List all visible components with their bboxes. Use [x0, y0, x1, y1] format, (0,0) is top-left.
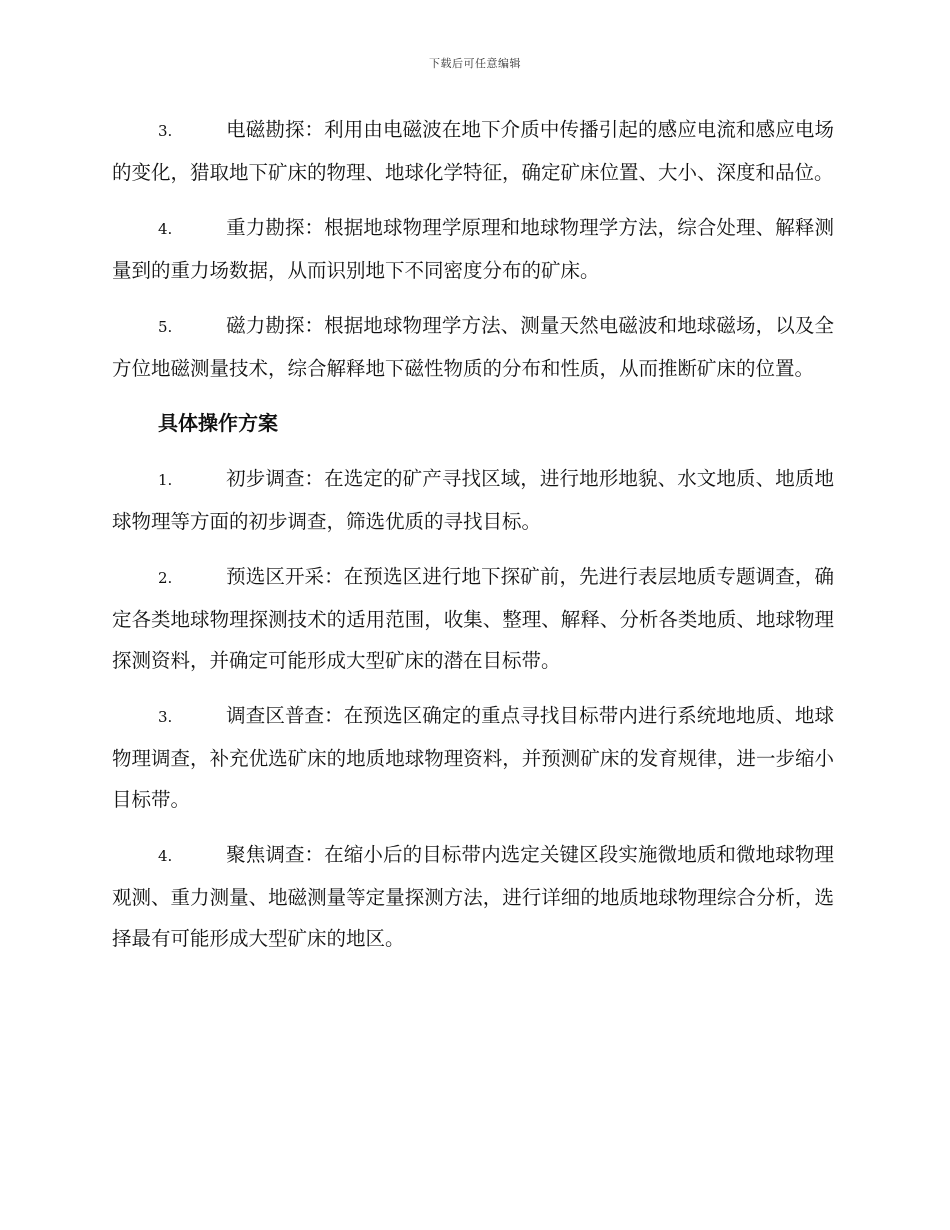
list-item	[112, 207, 834, 291]
list-number: 1.	[158, 471, 173, 489]
list-number: 3.	[158, 708, 173, 726]
list-text: 预选区开采：在预选区进行地下探矿前，先进行表层地质专题调查，确定各类地球物理探测技术的适用范围，收集、整理、解释、分析各类地质、地球物理探测资料，并确定可能形成大型矿床的潜在目标带。	[112, 565, 834, 672]
page-header: 下载后可任意编辑	[429, 57, 521, 70]
list-number: 3.	[158, 122, 173, 140]
list-text: 电磁勘探：利用由电磁波在地下介质中传播引起的感应电流和感应电场的变化，猎取地下矿床的物理、地球化学特征，确定矿床位置、大小、深度和品位。	[112, 118, 834, 184]
list-item	[112, 109, 834, 193]
list-number: 4.	[158, 847, 173, 865]
list-number: 4.	[158, 220, 173, 238]
list-item	[112, 458, 834, 542]
list-item	[112, 556, 834, 681]
list-item	[112, 834, 834, 959]
list-text: 初步调查：在选定的矿产寻找区域，进行地形地貌、水文地质、地质地球物理等方面的初步调查，筛选优质的寻找目标。	[112, 467, 834, 533]
list-item	[112, 305, 834, 389]
list-number: 5.	[158, 318, 173, 336]
section-heading: 具体操作方案	[158, 411, 278, 435]
list-item	[112, 695, 834, 820]
list-text: 重力勘探：根据地球物理学原理和地球物理学方法，综合处理、解释测量到的重力场数据，从而识别地下不同密度分布的矿床。	[112, 216, 834, 282]
list-text: 调查区普查：在预选区确定的重点寻找目标带内进行系统地地质、地球物理调查，补充优选矿床的地质地球物理资料，并预测矿床的发育规律，进一步缩小目标带。	[112, 704, 834, 811]
document-body	[112, 109, 834, 973]
list-text: 磁力勘探：根据地球物理学方法、测量天然电磁波和地球磁场，以及全方位地磁测量技术，综合解释地下磁性物质的分布和性质，从而推断矿床的位置。	[112, 314, 834, 380]
list-text: 聚焦调查：在缩小后的目标带内选定关键区段实施微地质和微地球物理观测、重力测量、地磁测量等定量探测方法，进行详细的地质地球物理综合分析，选择最有可能形成大型矿床的地区。	[112, 843, 834, 950]
list-number: 2.	[158, 569, 173, 587]
